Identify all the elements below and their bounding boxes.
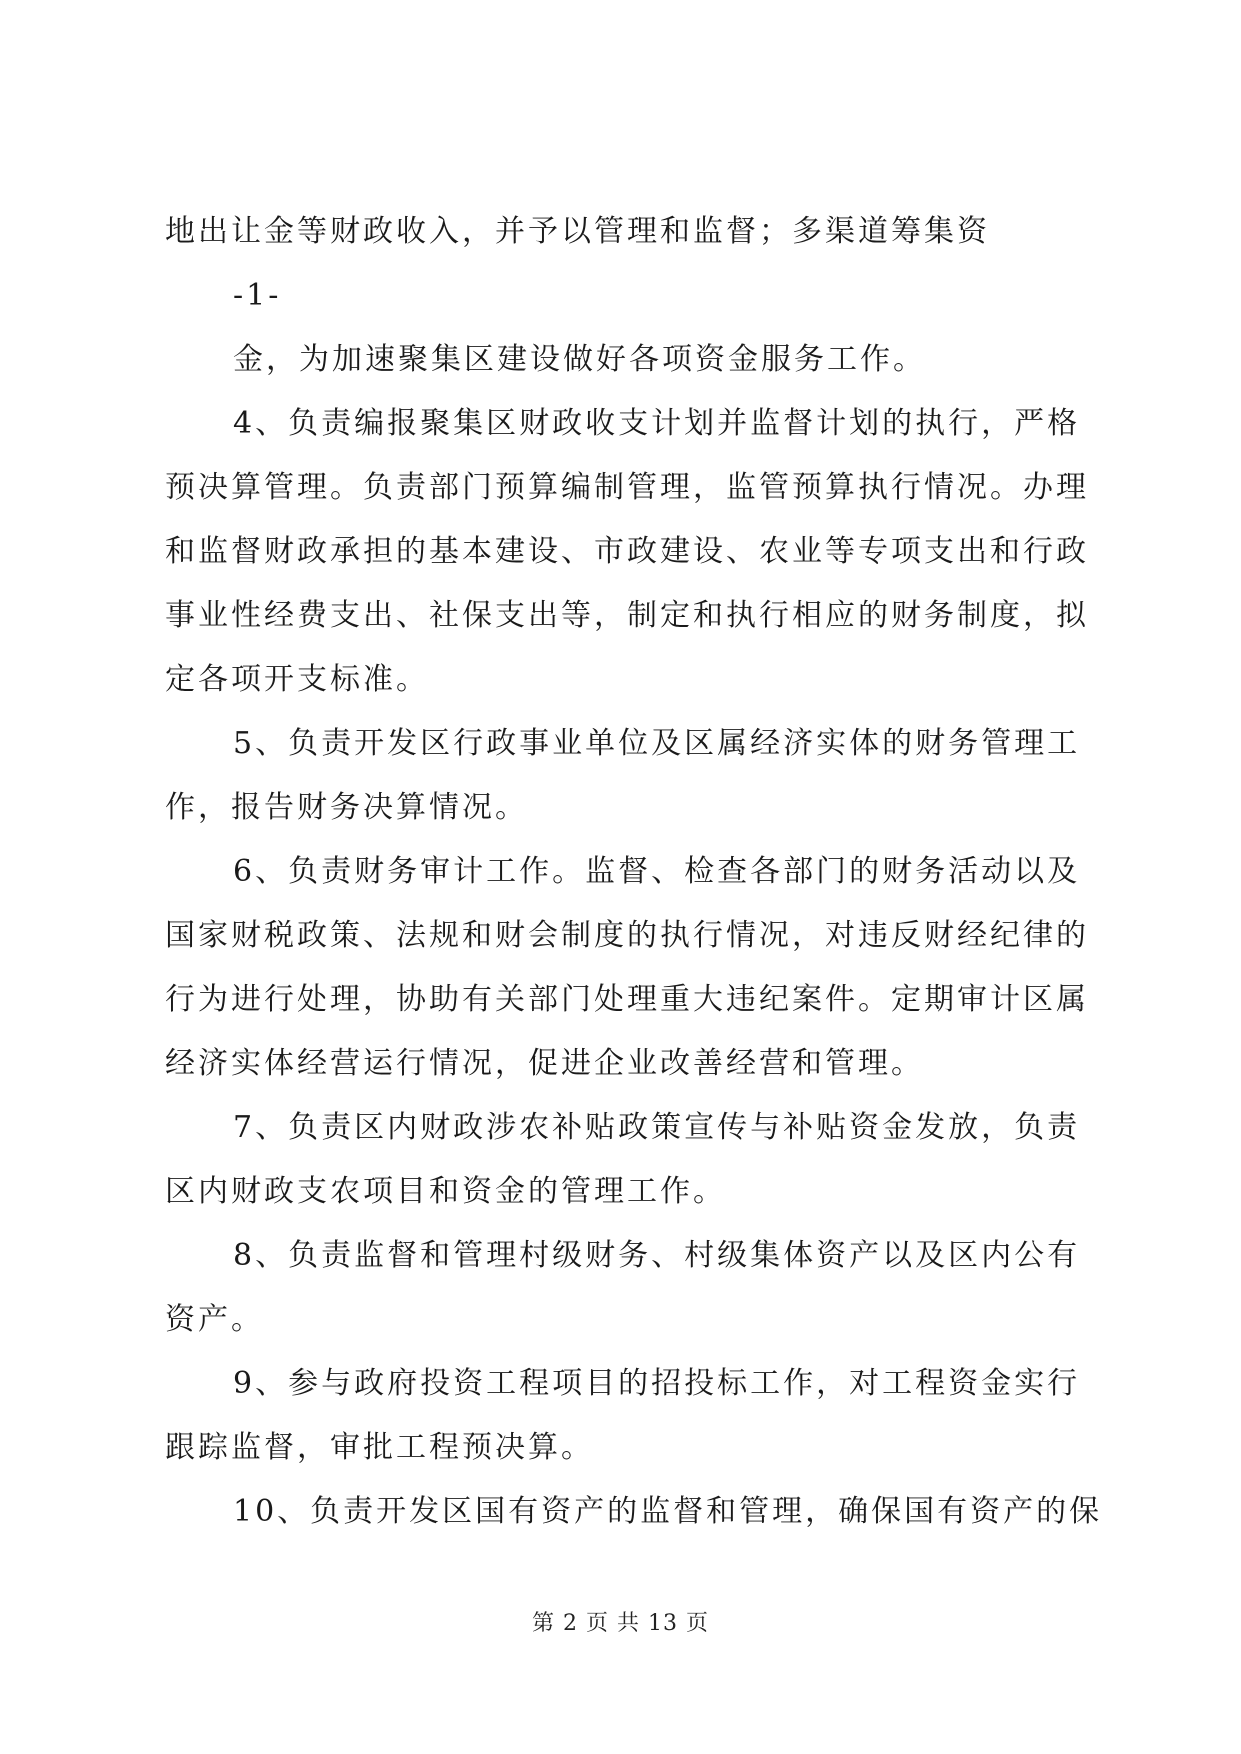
- text-line: 5、负责开发区行政事业单位及区属经济实体的财务管理工: [233, 726, 1081, 761]
- text-line: 定各项开支标准。: [165, 662, 429, 697]
- text-line: 跟踪监督，审批工程预决算。: [165, 1430, 594, 1465]
- text-line: 国家财税政策、法规和财会制度的执行情况，对违反财经纪律的: [165, 918, 1089, 953]
- text-line: 预决算管理。负责部门预算编制管理，监管预算执行情况。办理: [165, 470, 1089, 505]
- text-line: 区内财政支农项目和资金的管理工作。: [165, 1174, 726, 1209]
- page-footer: 第 2 页 共 13 页: [532, 1611, 709, 1636]
- text-line: 金，为加速聚集区建设做好各项资金服务工作。: [233, 342, 926, 377]
- text-line: 10、负责开发区国有资产的监督和管理，确保国有资产的保: [233, 1494, 1103, 1529]
- text-line: 资产。: [165, 1302, 264, 1337]
- text-line: 经济实体经营运行情况，促进企业改善经营和管理。: [165, 1046, 924, 1081]
- text-line: 地出让金等财政收入，并予以管理和监督；多渠道筹集资: [165, 214, 990, 249]
- text-line: 9、参与政府投资工程项目的招投标工作，对工程资金实行: [233, 1366, 1081, 1401]
- text-line: 6、负责财务审计工作。监督、检查各部门的财务活动以及: [233, 854, 1081, 889]
- text-line: 8、负责监督和管理村级财务、村级集体资产以及区内公有: [233, 1238, 1081, 1273]
- text-line: 作，报告财务决算情况。: [165, 790, 528, 825]
- document-body: [165, 200, 1103, 1544]
- text-line: 和监督财政承担的基本建设、市政建设、农业等专项支出和行政: [165, 534, 1089, 569]
- text-line: 事业性经费支出、社保支出等，制定和执行相应的财务制度，拟: [165, 598, 1089, 633]
- text-line: -1-: [233, 278, 282, 313]
- text-line: 行为进行处理，协助有关部门处理重大违纪案件。定期审计区属: [165, 982, 1089, 1017]
- text-line: 7、负责区内财政涉农补贴政策宣传与补贴资金发放，负责: [233, 1110, 1081, 1145]
- text-line: 4、负责编报聚集区财政收支计划并监督计划的执行，严格: [233, 406, 1081, 441]
